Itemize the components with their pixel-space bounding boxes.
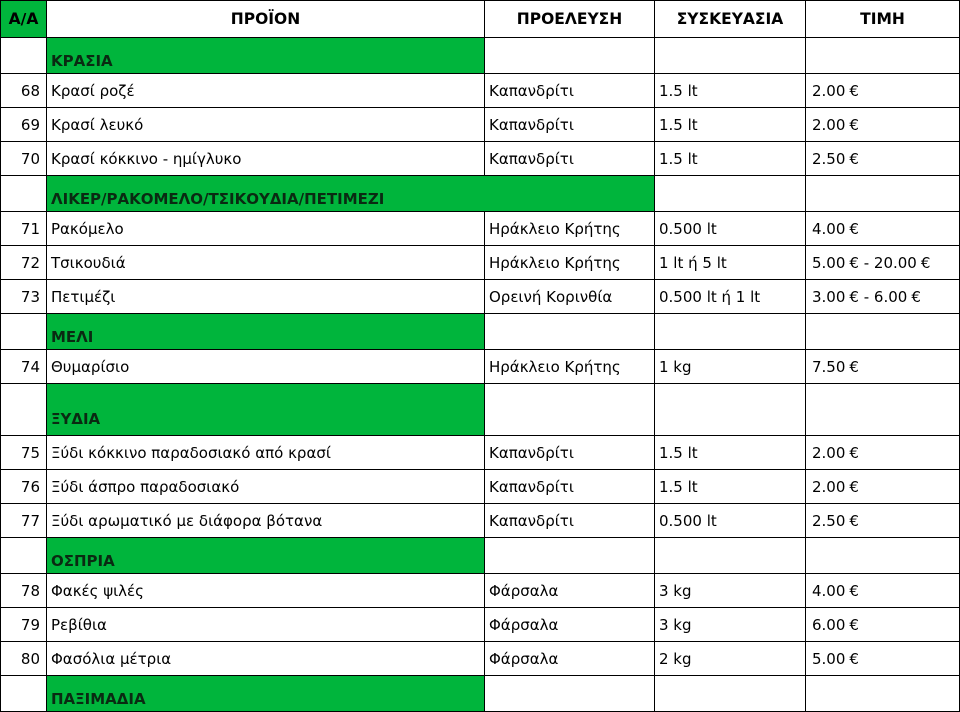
item-number: 76: [1, 470, 47, 504]
item-price: 2.50 €: [806, 504, 960, 538]
euro-icon: €: [849, 477, 859, 496]
item-origin: Φάρσαλα: [485, 574, 655, 608]
item-origin: Ηράκλειο Κρήτης: [485, 246, 655, 280]
euro-icon: €: [849, 511, 859, 530]
euro-icon: €: [849, 115, 859, 134]
item-number: 79: [1, 608, 47, 642]
header-price: ΤΙΜΗ: [806, 1, 960, 38]
table-row: [1, 470, 960, 504]
item-origin: Ορεινή Κορινθία: [485, 280, 655, 314]
category-title: ΞΥΔΙΑ: [47, 384, 485, 436]
item-price: 7.50 €: [806, 350, 960, 384]
table-row: [1, 246, 960, 280]
table-row: [1, 74, 960, 108]
item-name: Κρασί κόκκινο - ημίγλυκο: [47, 142, 485, 176]
item-number: 71: [1, 212, 47, 246]
item-name: Ξύδι κόκκινο παραδοσιακό από κρασί: [47, 436, 485, 470]
item-package: 0.500 lt: [655, 212, 806, 246]
item-package: 2 kg: [655, 642, 806, 676]
table-row: [1, 574, 960, 608]
item-origin: Ηράκλειο Κρήτης: [485, 350, 655, 384]
item-package: 1 kg: [655, 350, 806, 384]
table-row: [1, 212, 960, 246]
item-price: 3.00 € - 6.00 €: [806, 280, 960, 314]
category-row-honey: [1, 314, 960, 350]
item-number: 74: [1, 350, 47, 384]
table-row: [1, 142, 960, 176]
euro-icon: €: [911, 287, 921, 306]
category-row-liquors: [1, 176, 960, 212]
category-title: ΜΕΛΙ: [47, 314, 485, 350]
item-price: 2.50 €: [806, 142, 960, 176]
item-origin: Καπανδρίτι: [485, 504, 655, 538]
item-origin: Φάρσαλα: [485, 642, 655, 676]
item-price: 2.00 €: [806, 470, 960, 504]
item-number: 78: [1, 574, 47, 608]
header-product: ΠΡΟΪΟΝ: [47, 1, 485, 38]
euro-icon: €: [849, 287, 859, 306]
item-number: 73: [1, 280, 47, 314]
item-number: 75: [1, 436, 47, 470]
item-package: 0.500 lt ή 1 lt: [655, 280, 806, 314]
table-row: [1, 504, 960, 538]
item-price: 4.00 €: [806, 212, 960, 246]
item-name: Κρασί λευκό: [47, 108, 485, 142]
item-name: Ξύδι άσπρο παραδοσιακό: [47, 470, 485, 504]
table-row: [1, 280, 960, 314]
item-package: 3 kg: [655, 608, 806, 642]
item-number: 72: [1, 246, 47, 280]
category-title: ΛΙΚΕΡ/ΡΑΚΟΜΕΛΟ/ΤΣΙΚΟΥΔΙΑ/ΠΕΤΙΜΕΖΙ: [47, 176, 655, 212]
item-number: 70: [1, 142, 47, 176]
euro-icon: €: [849, 357, 859, 376]
euro-icon: €: [849, 649, 859, 668]
table-row: [1, 608, 960, 642]
item-package: 3 kg: [655, 574, 806, 608]
euro-icon: €: [849, 81, 859, 100]
item-origin: Καπανδρίτι: [485, 142, 655, 176]
item-package: 1 lt ή 5 lt: [655, 246, 806, 280]
item-price: 2.00 €: [806, 74, 960, 108]
item-origin: Καπανδρίτι: [485, 74, 655, 108]
category-row-vinegars: [1, 384, 960, 436]
item-name: Φακές ψιλές: [47, 574, 485, 608]
euro-icon: €: [849, 443, 859, 462]
item-origin: Φάρσαλα: [485, 608, 655, 642]
item-origin: Ηράκλειο Κρήτης: [485, 212, 655, 246]
item-name: Ρακόμελο: [47, 212, 485, 246]
item-price: 4.00 €: [806, 574, 960, 608]
category-row-rusks: [1, 676, 960, 712]
category-title: ΚΡΑΣΙΑ: [47, 38, 485, 74]
euro-icon: €: [849, 149, 859, 168]
item-number: 69: [1, 108, 47, 142]
item-number: 68: [1, 74, 47, 108]
item-price: 5.00 € - 20.00 €: [806, 246, 960, 280]
item-origin: Καπανδρίτι: [485, 470, 655, 504]
header-origin: ΠΡΟΕΛΕΥΣΗ: [485, 1, 655, 38]
item-name: Τσικουδιά: [47, 246, 485, 280]
table-row: [1, 642, 960, 676]
category-title: ΟΣΠΡΙΑ: [47, 538, 485, 574]
euro-icon: €: [849, 219, 859, 238]
item-name: Θυμαρίσιο: [47, 350, 485, 384]
item-origin: Καπανδρίτι: [485, 108, 655, 142]
item-name: Ρεβίθια: [47, 608, 485, 642]
item-package: 1.5 lt: [655, 108, 806, 142]
table-row: [1, 436, 960, 470]
header-row: [1, 1, 960, 38]
table-row: [1, 108, 960, 142]
item-origin: Καπανδρίτι: [485, 436, 655, 470]
euro-icon: €: [920, 253, 931, 272]
euro-icon: €: [849, 581, 859, 600]
item-name: Ξύδι αρωματικό με διάφορα βότανα: [47, 504, 485, 538]
item-name: Κρασί ροζέ: [47, 74, 485, 108]
euro-icon: €: [849, 615, 859, 634]
item-price: 5.00 €: [806, 642, 960, 676]
item-name: Πετιμέζι: [47, 280, 485, 314]
item-package: 0.500 lt: [655, 504, 806, 538]
item-package: 1.5 lt: [655, 142, 806, 176]
item-package: 1.5 lt: [655, 74, 806, 108]
item-name: Φασόλια μέτρια: [47, 642, 485, 676]
table-row: [1, 350, 960, 384]
item-price: 6.00 €: [806, 608, 960, 642]
item-price: 2.00 €: [806, 436, 960, 470]
item-price: 2.00 €: [806, 108, 960, 142]
item-number: 80: [1, 642, 47, 676]
item-package: 1.5 lt: [655, 470, 806, 504]
category-title: ΠΑΞΙΜΑΔΙΑ: [47, 676, 485, 712]
item-number: 77: [1, 504, 47, 538]
category-row-legumes: [1, 538, 960, 574]
item-package: 1.5 lt: [655, 436, 806, 470]
euro-icon: €: [849, 253, 859, 272]
header-aa: Α/Α: [1, 1, 47, 38]
header-package: ΣΥΣΚΕΥΑΣΙΑ: [655, 1, 806, 38]
category-row-wines: [1, 38, 960, 74]
